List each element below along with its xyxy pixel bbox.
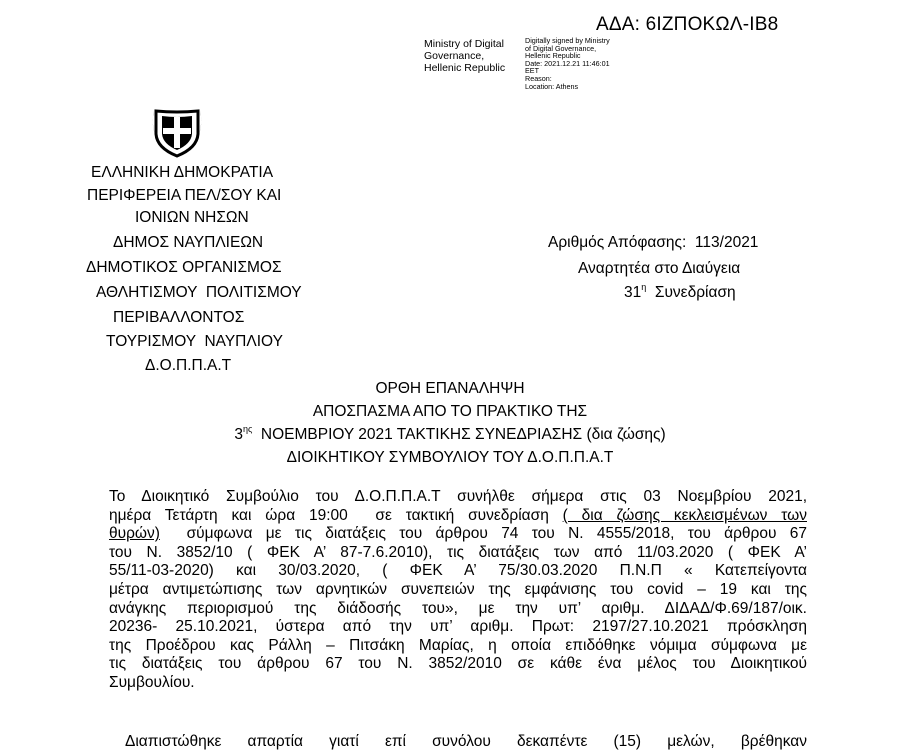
body-paragraph (109, 488, 807, 693)
session-word: Συνεδρίαση (646, 284, 736, 301)
body-line: τις διατάξεις του άρθρου 67 του Ν. 3852/2010 σε κάθε ένα μέλος του Διοικητικού (109, 655, 807, 673)
body-line: Συμβουλίου. (109, 673, 195, 691)
title-line: ΟΡΘΗ ΕΠΑΝΑΛΗΨΗ (375, 380, 525, 397)
body-line: 20236- 25.10.2021, ύστερα από την υπ’ αριθμ. Πρωτ: 2197/27.10.2021 πρόσκληση (109, 618, 807, 636)
header-line: ΔΗΜΟΤΙΚΟΣ ΟΡΓΑΝΙΣΜΟΣ (86, 259, 282, 276)
title-date-rest: ΝΟΕΜΒΡΙΟΥ 2021 ΤΑΚΤΙΚΗΣ ΣΥΝΕΔΡΙΑΣΗΣ (δια ζώσης) (252, 426, 666, 443)
hellenic-emblem-icon (151, 104, 203, 158)
header-line: ΕΛΛΗΝΙΚΗ ΔΗΜΟΚΡΑΤΙΑ (91, 164, 274, 181)
body-line: της Προέδρου κας Ράλλη – Πιτσάκη Μαρίας, η οποία επιδόθηκε νόμιμα σύμφωνα με (109, 636, 807, 654)
session-label (624, 284, 736, 302)
header-line: ΑΘΛΗΤΙΣΜΟΥ ΠΟΛΙΤΙΣΜΟΥ (96, 284, 302, 301)
header-line: ΔΗΜΟΣ ΝΑΥΠΛΙΕΩΝ (113, 234, 264, 251)
body-text: σύμφωνα με τις διατάξεις του άρθρου 74 του Ν. 4555/2018, του άρθρου 67 (159, 525, 807, 543)
body-line: ανάγκης περιορισμού της διάδοσής του», με την υπ’ αριθμ. ΔΙΔΑΔ/Φ.69/187/οικ. (109, 599, 807, 617)
header-line: ΤΟΥΡΙΣΜΟΥ ΝΑΥΠΛΙΟΥ (106, 333, 283, 350)
body-line: Το Διοικητικό Συμβούλιο του Δ.Ο.Π.Π.Α.Τ συνήλθε σήμερα στις 03 Νοεμβρίου 2021, (109, 488, 807, 505)
body-underlined-text: ( δια ζώσης κεκλεισμένων των (562, 506, 807, 524)
body-line (109, 507, 807, 526)
body-line-quorum: Διαπιστώθηκε απαρτία γιατί επί συνόλου δεκαπέντε (15) μελών, βρέθηκαν (125, 733, 807, 750)
signature-detail-line: Reason: (525, 73, 552, 83)
signature-org-line: Ministry of Digital (424, 38, 504, 50)
body-line: μέτρα αντιμετώπισης των αρνητικών συνεπειών της εμφάνισης του covid – 19 και της (109, 580, 807, 598)
title-line: ΑΠΟΣΠΑΣΜΑ ΑΠΟ ΤΟ ΠΡΑΚΤΙΚΟ ΤΗΣ (312, 403, 588, 420)
signature-details (525, 37, 610, 90)
body-underlined-text: θυρών) (109, 525, 160, 543)
signature-org (424, 38, 505, 74)
session-superscript: η (641, 282, 647, 292)
title-date-superscript: ης (242, 424, 253, 434)
signature-org-line: Hellenic Republic (424, 62, 506, 74)
signature-detail-line: EET (525, 66, 539, 76)
body-line (109, 525, 807, 544)
signature-detail-line: Hellenic Republic (525, 51, 581, 61)
header-line: ΠΕΡΙΒΑΛΛΟΝΤΟΣ (113, 309, 245, 326)
signature-detail-line: Location: Athens (525, 81, 579, 91)
header-line: ΙΟΝΙΩΝ ΝΗΣΩΝ (135, 209, 249, 226)
signature-org-line: Governance, (424, 50, 485, 62)
posting-note: Αναρτητέα στο Διαύγεια (578, 260, 741, 277)
signature-detail-line: of Digital Governance, (525, 43, 597, 53)
signature-detail-line: Date: 2021.12.21 11:46:01 (525, 58, 610, 68)
header-line: Δ.Ο.Π.Π.Α.Τ (145, 357, 232, 374)
session-number: 31 (624, 284, 642, 301)
signature-detail-line: Digitally signed by Ministry (525, 36, 610, 45)
ada-code: ΑΔΑ: 6ΙΖΠΟΚΩΛ-ΙΒ8 (596, 14, 779, 35)
title-date-number: 3 (234, 426, 243, 443)
header-line: ΠΕΡΙΦΕΡΕΙΑ ΠΕΛ/ΣΟΥ ΚΑΙ (87, 187, 282, 204)
decision-number: Αριθμός Απόφασης: 113/2021 (548, 234, 759, 251)
title-line (0, 426, 900, 444)
title-line: ΔΙΟΙΚΗΤΙΚΟΥ ΣΥΜΒΟΥΛΙΟΥ ΤΟΥ Δ.Ο.Π.Π.Α.Τ (286, 449, 614, 466)
body-text: ημέρα Τετάρτη και ώρα 19:00 σε τακτική συνεδρίαση (109, 506, 563, 524)
body-line: του Ν. 3852/10 ( ΦΕΚ Α’ 87-7.6.2010), τις διατάξεις των από 11/03.2020 ( ΦΕΚ Α’ (109, 543, 807, 561)
body-line: 55/11-03-2020) και 30/03.2020, ( ΦΕΚ Α’ 75/30.03.2020 Π.Ν.Π « Κατεπείγοντα (109, 562, 807, 580)
